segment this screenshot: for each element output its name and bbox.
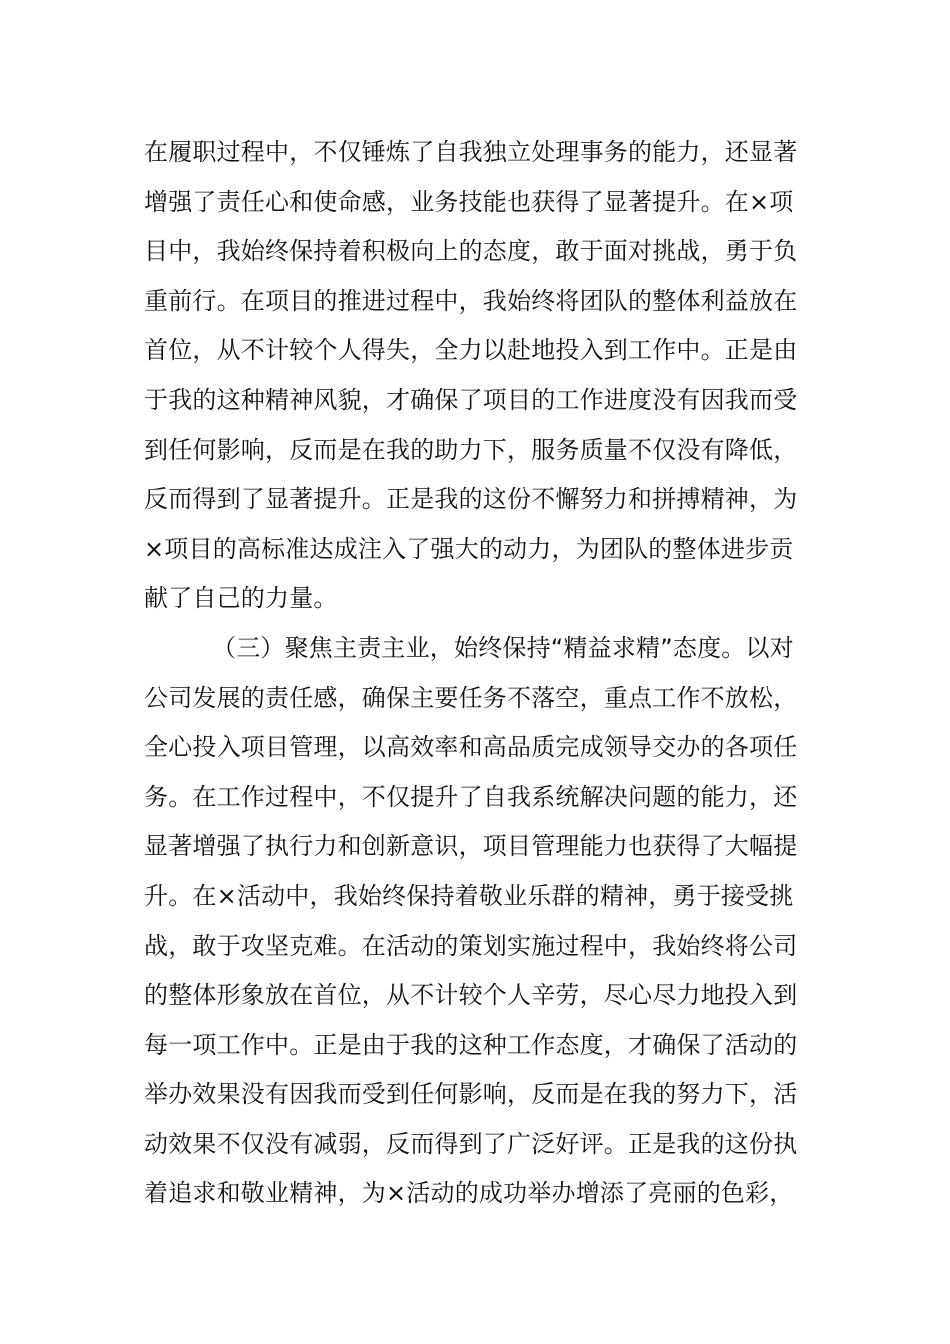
paragraph-1-line: 首位，从不计较个人得失，全力以赴地投入到工作中。正是由: [144, 336, 798, 365]
paragraph-2-line: 战，敢于攻坚克难。在活动的策划实施过程中，我始终将公司: [144, 931, 798, 960]
paragraph-2-line: 着追求和敬业精神，为×活动的成功举办增添了亮丽的色彩，: [144, 1179, 794, 1208]
paragraph-1-line: 于我的这种精神风貌，才确保了项目的工作进度没有因我而受: [144, 385, 798, 414]
paragraph-1-line: 反而得到了显著提升。正是我的这份不懈努力和拼搏精神，为: [144, 485, 798, 514]
paragraph-2-line: 显著增强了执行力和创新意识，项目管理能力也获得了大幅提: [144, 832, 798, 861]
paragraph-2-line: 务。在工作过程中，不仅提升了自我系统解决问题的能力，还: [144, 782, 798, 811]
paragraph-1-line: 增强了责任心和使命感，业务技能也获得了显著提升。在×项: [144, 187, 794, 216]
paragraph-1-line: 重前行。在项目的推进过程中，我始终将团队的整体利益放在: [144, 286, 798, 315]
paragraph-2-line: 的整体形象放在首位，从不计较个人辛劳，尽心尽力地投入到: [144, 981, 798, 1010]
paragraph-1-line: 到任何影响，反而是在我的助力下，服务质量不仅没有降低，: [144, 435, 798, 464]
paragraph-2-line: 公司发展的责任感，确保主要任务不落空，重点工作不放松，: [144, 683, 798, 712]
section-heading-line: （三）聚焦主责主业，始终保持“精益求精”态度。以对: [212, 633, 794, 662]
paragraph-1-line: 在履职过程中，不仅锤炼了自我独立处理事务的能力，还显著: [144, 138, 798, 166]
paragraph-2-line: 每一项工作中。正是由于我的这种工作态度，才确保了活动的: [144, 1030, 798, 1059]
paragraph-2-line: 举办效果没有因我而受到任何影响，反而是在我的努力下，活: [144, 1080, 798, 1109]
document-body: [144, 128, 824, 1219]
paragraph-1-line: 目中，我始终保持着积极向上的态度，敢于面对挑战，勇于负: [144, 237, 798, 266]
paragraph-2-line: 升。在×活动中，我始终保持着敬业乐群的精神，勇于接受挑: [144, 881, 794, 910]
paragraph-2-line: 动效果不仅没有减弱，反而得到了广泛好评。正是我的这份执: [144, 1129, 798, 1158]
paragraph-1-line: 献了自己的力量。: [144, 584, 338, 613]
paragraph-2-line: 全心投入项目管理，以高效率和高品质完成领导交办的各项任: [144, 733, 798, 762]
paragraph-1-line: ×项目的高标准达成注入了强大的动力，为团队的整体进步贡: [144, 534, 794, 563]
